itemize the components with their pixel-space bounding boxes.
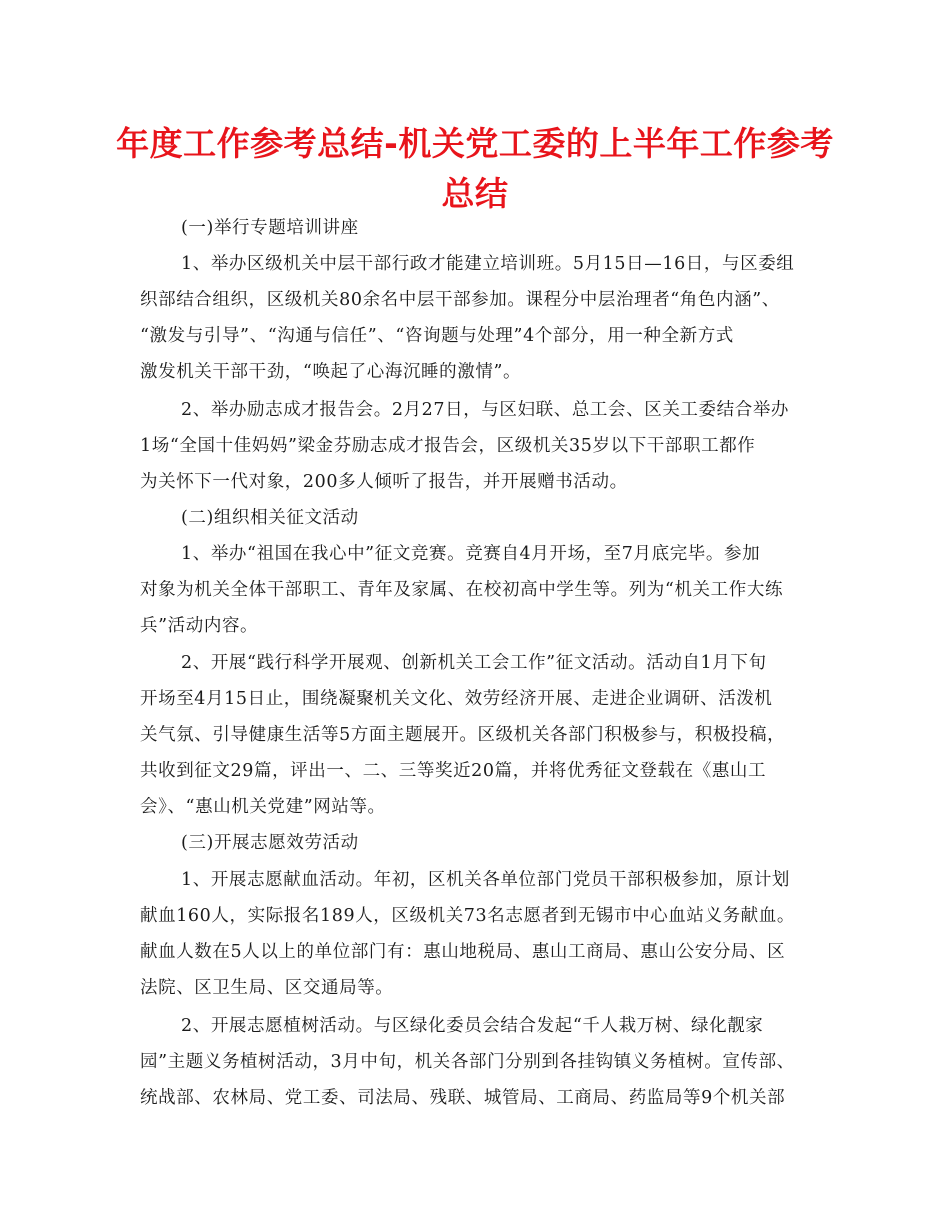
body-line: 园”主题义务植树活动，3月中旬，机关各部门分别到各挂钩镇义务植树。宣传部、	[140, 1052, 795, 1072]
body-line: 兵”活动内容。	[140, 616, 259, 636]
body-line: 开场至4月15日止，围绕凝聚机关文化、效劳经济开展、走进企业调研、活泼机	[140, 689, 773, 709]
body-line: 织部结合组织，区级机关80余名中层干部参加。课程分中层治理者“角色内涵”、	[140, 290, 780, 310]
section-heading-2: (二)组织相关征文活动	[181, 508, 359, 528]
body-line: 对象为机关全体干部职工、青年及家属、在校初高中学生等。列为“机关工作大练	[140, 580, 784, 600]
body-line: 1、开展志愿献血活动。年初，区机关各单位部门党员干部积极参加，原计划	[181, 870, 791, 890]
section-heading-3: (三)开展志愿效劳活动	[181, 833, 359, 853]
document-title-line-1: 年度工作参考总结-机关党工委的上半年工作参考	[116, 124, 834, 163]
body-line: “激发与引导”、“沟通与信任”、“咨询题与处理”4个部分，用一种全新方式	[140, 326, 734, 346]
body-line: 激发机关干部干劲，“唤起了心海沉睡的激情”。	[140, 362, 522, 382]
body-line: 献血160人，实际报名189人，区级机关73名志愿者到无锡市中心血站义务献血。	[140, 906, 795, 926]
body-line: 1、举办区级机关中层干部行政才能建立培训班。5月15日—16日，与区委组	[181, 254, 795, 274]
body-line: 统战部、农林局、党工委、司法局、残联、城管局、工商局、药监局等9个机关部	[140, 1088, 786, 1108]
body-line: 1、举办“祖国在我心中”征文竞赛。竞赛自4月开场，至7月底完毕。参加	[181, 544, 761, 564]
document-title-line-2: 总结	[441, 174, 509, 213]
body-line: 为关怀下一代对象，200多人倾听了报告，并开展赠书活动。	[140, 472, 628, 492]
body-line: 共收到征文29篇，评出一、二、三等奖近20篇，并将优秀征文登载在《惠山工	[140, 761, 767, 781]
body-line: 献血人数在5人以上的单位部门有：惠山地税局、惠山工商局、惠山公安分局、区	[140, 942, 786, 962]
section-heading-1: (一)举行专题培训讲座	[181, 218, 359, 238]
body-line: 会》、“惠山机关党建”网站等。	[140, 797, 386, 817]
body-line: 关气氛、引导健康生活等5方面主题展开。区级机关各部门积极参与，积极投稿，	[140, 725, 786, 745]
body-line: 1场“全国十佳妈妈”梁金芬励志成才报告会，区级机关35岁以下干部职工都作	[140, 436, 756, 456]
body-line: 2、开展“践行科学开展观、创新机关工会工作”征文活动。活动自1月下旬	[181, 653, 767, 673]
body-line: 2、开展志愿植树活动。与区绿化委员会结合发起“千人栽万树、绿化靓家	[181, 1016, 764, 1036]
body-line: 法院、区卫生局、区交通局等。	[140, 978, 394, 998]
body-line: 2、举办励志成才报告会。2月27日，与区妇联、总工会、区关工委结合举办	[181, 400, 790, 420]
